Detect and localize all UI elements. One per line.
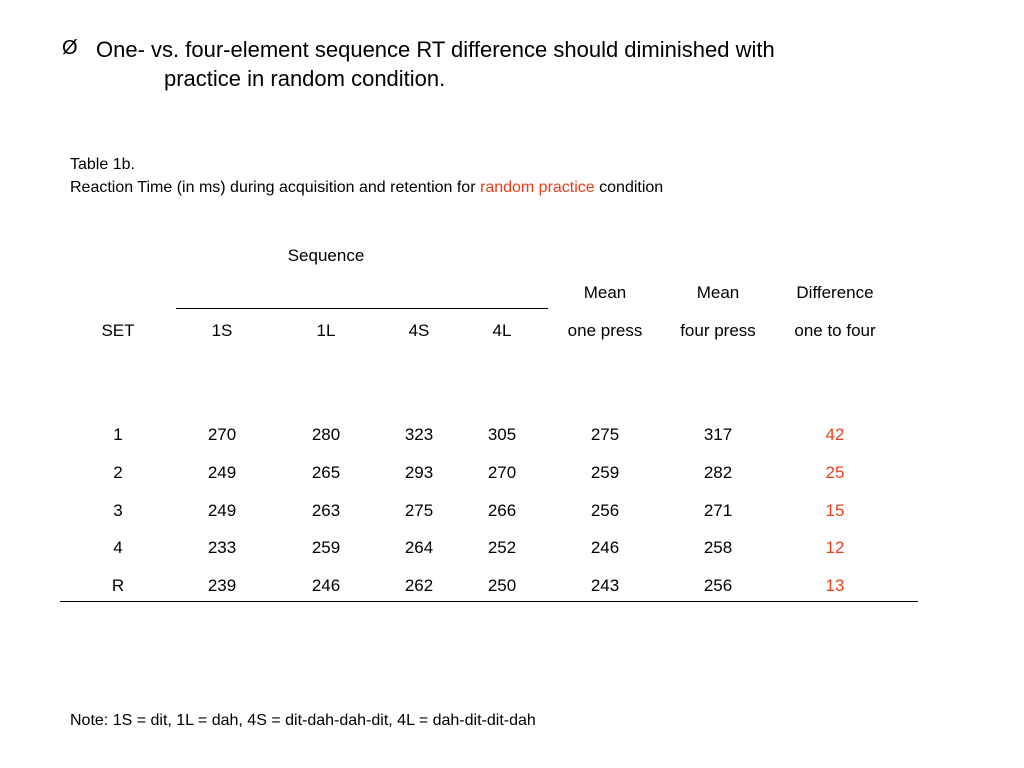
column-header: 1S: [211, 321, 233, 340]
column-header: SET: [101, 321, 135, 340]
column-header-top: Difference: [796, 283, 874, 302]
table-title-highlight: random practice: [479, 179, 595, 196]
table-cell: 280: [311, 425, 341, 444]
sequence-underline: [176, 308, 548, 309]
table-cell: 317: [703, 425, 733, 444]
table-cell: 271: [703, 501, 733, 520]
table-cell: 249: [207, 501, 237, 520]
column-header: one press: [567, 321, 643, 340]
row-label: 2: [113, 463, 123, 482]
arrow-bullet-icon: Ø: [62, 37, 78, 59]
table-cell: 262: [404, 576, 434, 595]
table-title-suffix: condition: [594, 179, 664, 196]
table-cell: 256: [703, 576, 733, 595]
table-cell: 265: [311, 463, 341, 482]
difference-cell: 12: [825, 538, 845, 557]
table-cell: 259: [311, 538, 341, 557]
row-label: 4: [113, 538, 123, 557]
table-cell: 264: [404, 538, 434, 557]
bullet-line-2: practice in random condition.: [164, 66, 446, 91]
column-header: four press: [680, 321, 756, 340]
column-header: 1L: [316, 321, 336, 340]
table-cell: 250: [487, 576, 517, 595]
table-number: Table 1b.: [70, 156, 135, 173]
table-bottom-rule: [60, 601, 918, 602]
table-cell: 275: [590, 425, 620, 444]
table-cell: 266: [487, 501, 517, 520]
table-cell: 256: [590, 501, 620, 520]
bullet-line-1: One- vs. four-element sequence RT difference should diminished with: [96, 37, 775, 62]
table-cell: 263: [311, 501, 341, 520]
table-cell: 270: [207, 425, 237, 444]
difference-cell: 15: [825, 501, 845, 520]
table-cell: 249: [207, 463, 237, 482]
column-header-top: Mean: [583, 283, 627, 302]
table-cell: 243: [590, 576, 620, 595]
table-note: Note: 1S = dit, 1L = dah, 4S = dit-dah-dah-dit, 4L = dah-dit-dit-dah: [70, 712, 536, 729]
difference-cell: 25: [825, 463, 845, 482]
row-label: R: [111, 576, 125, 595]
table-cell: 239: [207, 576, 237, 595]
table-cell: 270: [487, 463, 517, 482]
table-cell: 323: [404, 425, 434, 444]
difference-cell: 42: [825, 425, 845, 444]
table-cell: 246: [311, 576, 341, 595]
column-header: one to four: [794, 321, 876, 340]
table-title-prefix: Reaction Time (in ms) during acquisition and retention for: [70, 179, 480, 196]
table-cell: 259: [590, 463, 620, 482]
row-label: 1: [113, 425, 123, 444]
table-cell: 293: [404, 463, 434, 482]
sequence-group-header: Sequence: [287, 246, 365, 265]
table-cell: 305: [487, 425, 517, 444]
table-cell: 246: [590, 538, 620, 557]
column-header: 4L: [492, 321, 512, 340]
difference-cell: 13: [825, 576, 845, 595]
row-label: 3: [113, 501, 123, 520]
column-header-top: Mean: [696, 283, 740, 302]
column-header: 4S: [408, 321, 430, 340]
table-cell: 258: [703, 538, 733, 557]
table-cell: 282: [703, 463, 733, 482]
table-cell: 233: [207, 538, 237, 557]
table-cell: 252: [487, 538, 517, 557]
table-cell: 275: [404, 501, 434, 520]
